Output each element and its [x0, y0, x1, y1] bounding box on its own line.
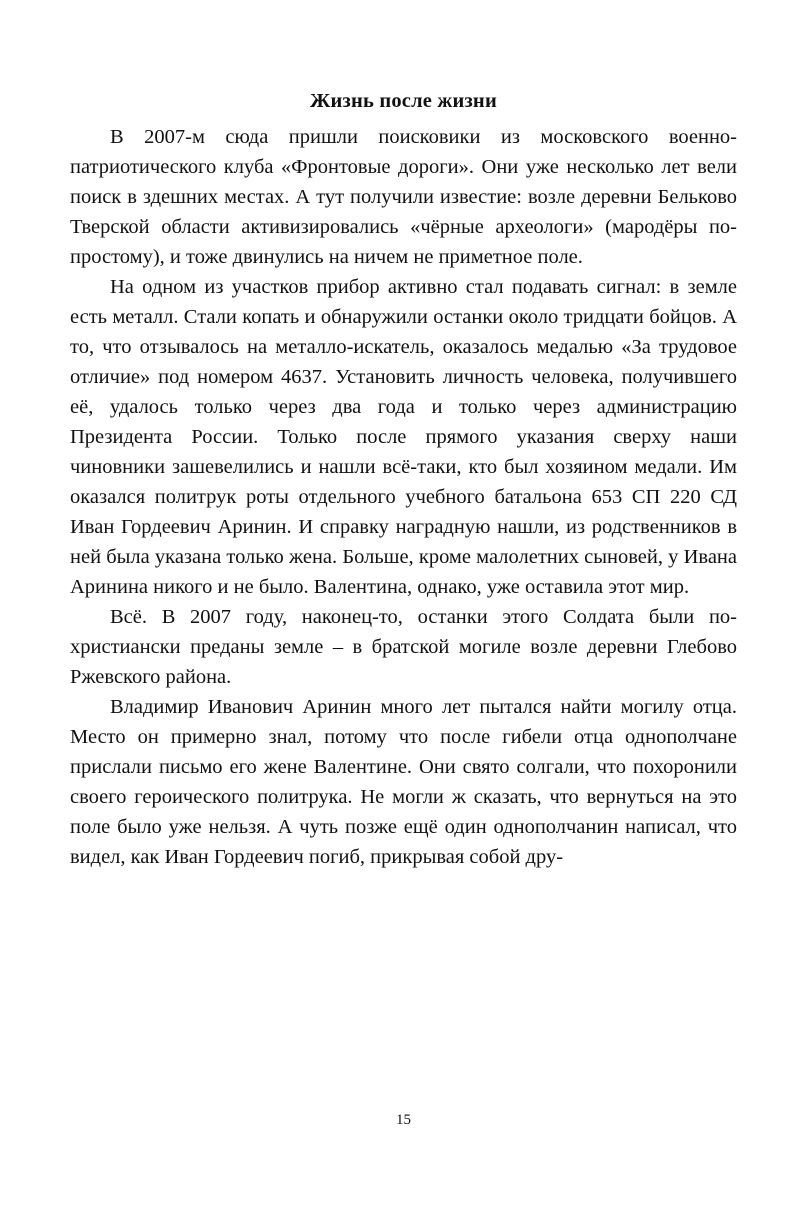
paragraph: Владимир Иванович Аринин много лет пытался найти могилу отца. Место он примерно знал, потому что после гибели отца однополчане прислали письмо его жене Валентине. Они свято солгали, что похоронили своего героического политрука. Не могли ж сказать, что вернуться на это поле было уже нельзя. А чуть позже ещё один однополчанин написал, что видел, как Иван Гордеевич погиб, прикрывая собой дру- — [70, 696, 737, 869]
page-number: 15 — [396, 1112, 411, 1128]
body-text — [70, 122, 737, 873]
paragraph: В 2007-м сюда пришли поисковики из московского военно-патриотического клуба «Фронтовые дороги». Они уже несколько лет вели поиск в здешних местах. А тут получили известие: возле деревни Бельково Тверской области активизировались «чёрные археологи» (мародёры по-простому), и тоже двинулись на ничем не приметное поле. — [70, 125, 737, 268]
page-title: Жизнь после жизни — [310, 90, 497, 112]
paragraph: Всё. В 2007 году, наконец-то, останки этого Солдата были по-христиански преданы земле – в братской могиле возле деревни Глебово Ржевского района. — [70, 606, 737, 689]
paragraph: На одном из участков прибор активно стал подавать сигнал: в земле есть металл. Стали копать и обнаружили останки около тридцати бойцов. А то, что отзывалось на металло-искатель, оказалось медалью «За трудовое отличие» под номером 4637. Установить личность человека, получившего её, удалось только через два года и только через администрацию Президента России. Только после прямого указания сверху наши чиновники зашевелились и нашли всё-таки, кто был хозяином медали. Им оказался политрук роты отдельного учебного батальона 653 СП 220 СД Иван Гордеевич Аринин. И справку наградную нашли, из родственников в ней была указана только жена. Больше, кроме малолетних сыновей, у Ивана Аринина никого и не было. Валентина, однако, уже оставила этот мир. — [70, 275, 737, 599]
